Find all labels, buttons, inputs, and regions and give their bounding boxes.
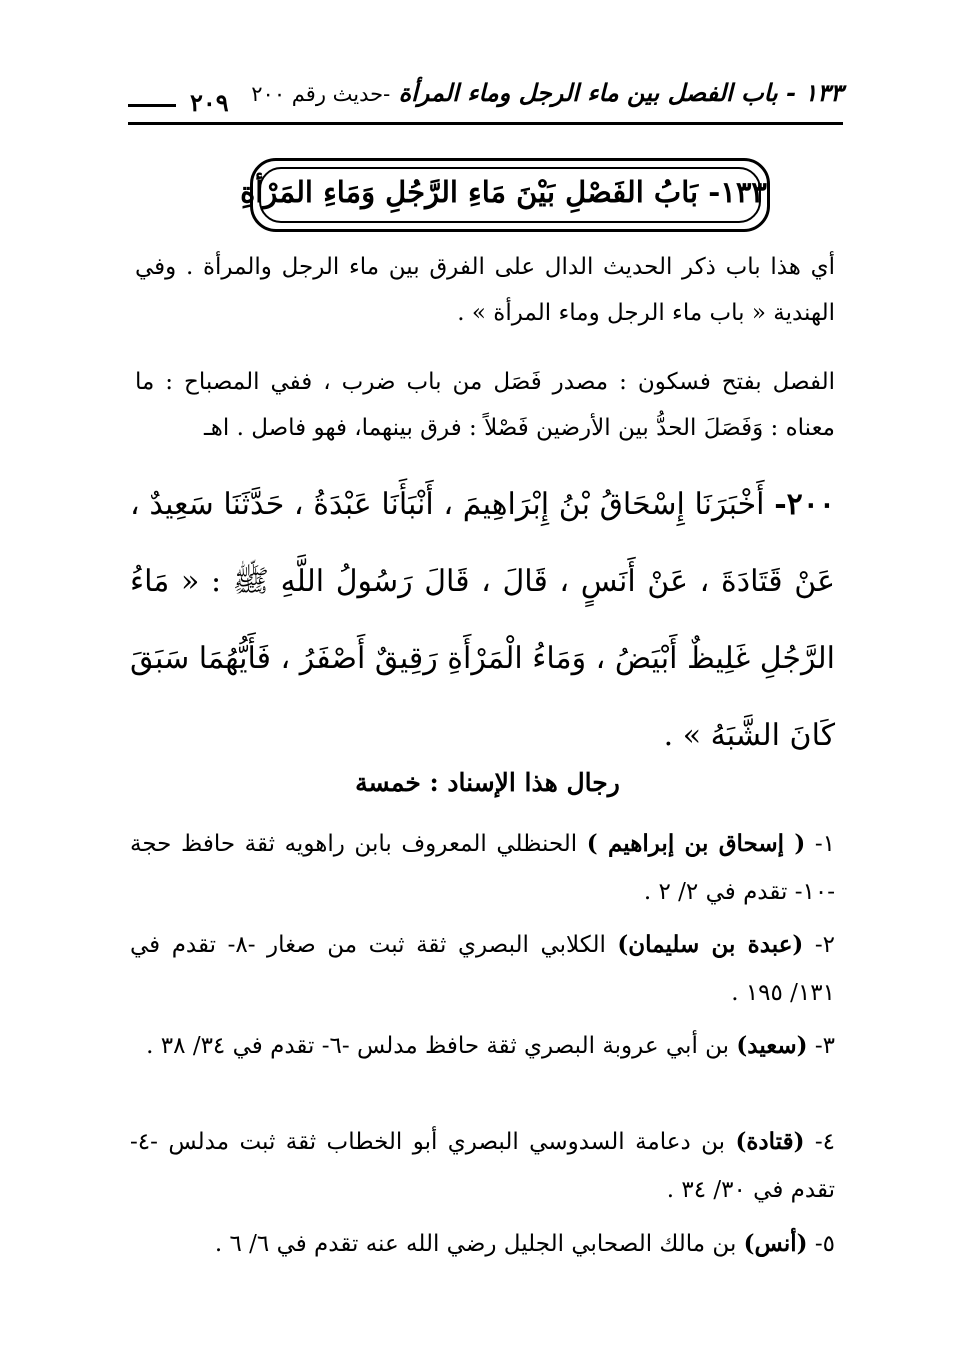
narrator-item xyxy=(130,921,835,1017)
narrator-item xyxy=(130,1118,835,1214)
narrator-details: الحنظلي المعروف بابن راهويه ثقة حافظ حجة -١٠- تقدم في ٢/ ٢ . xyxy=(130,831,835,905)
narrator-name: (قتادة) xyxy=(735,1128,805,1155)
narrator-number: ٢- xyxy=(803,932,835,958)
chapter-title-frame xyxy=(240,158,770,232)
narrators-heading: رجال هذا الإسناد : خمسة xyxy=(355,768,620,797)
narrator-item xyxy=(130,1220,835,1268)
narrator-name: (عبدة بن سليمان) xyxy=(617,931,804,958)
intro-paragraph-2: الفصل بفتح فسكون : مصدر فَصَل من باب ضرب ، ففي المصباح : ما معناه : وَفَصَلَ الحدُّ بين الأرضين فَصْلاً : فرق بينهما، فهو فاصل . اهـ xyxy=(135,369,835,441)
page-number-rule xyxy=(128,104,176,107)
page-number: ٢٠٩ xyxy=(180,88,239,117)
hadith-number: ٢٠٠- xyxy=(774,487,835,522)
narrator-details: بن أبي عروبة البصري ثقة حافظ مدلس -٦- تقدم في ٣٤/ ٣٨ . xyxy=(146,1033,737,1059)
narrator-number: ٥- xyxy=(807,1231,835,1257)
hadith-body: أَخْبَرَنَا إِسْحَاقُ بْنُ إِبْرَاهِيمَ ، أَنْبَأَنَا عَبْدَةُ ، حَدَّثَنَا سَعِيدٌ ، عَنْ قَتَادَةَ ، عَنْ أَنَسٍ ، قَالَ ، قَالَ رَسُولُ اللَّهِ ﷺ : « مَاءُ الرَّجُلِ غَلِيظٌ أَبْيَضُ ، وَمَاءُ الْمَرْأَةِ رَقِيقٌ أَصْفَرُ ، فَأَيُّهُمَا سَبَقَ كَانَ الشَّبَهُ » . xyxy=(130,487,835,753)
narrator-details: بن دعامة السدوسي البصري أبو الخطاب ثقة ثبت مدلس -٤- تقدم في ٣٠/ ٣٤ . xyxy=(130,1129,835,1203)
narrator-details: بن مالك الصحابي الجليل رضي الله عنه تقدم في ٦/ ٦ . xyxy=(214,1231,744,1257)
narrator-name: (سعيد) xyxy=(736,1032,808,1059)
narrator-name: ( إسحاق بن إبراهيم ) xyxy=(586,830,806,857)
narrator-number: ٣- xyxy=(807,1033,835,1059)
intro-paragraph-1: أي هذا باب ذكر الحديث الدال على الفرق بين ماء الرجل والمرأة . وفي الهندية « باب ماء الرجل وماء المرأة » . xyxy=(135,254,835,326)
running-header-hadith-ref: -حديث رقم ٢٠٠ xyxy=(251,82,391,106)
hadith-text xyxy=(130,466,835,774)
narrator-number: ٤- xyxy=(804,1129,835,1155)
narrator-number: ١- xyxy=(805,831,835,857)
running-header-title xyxy=(251,78,843,107)
narrator-item xyxy=(130,820,835,916)
running-header-chapter: ١٣٣ - باب الفصل بين ماء الرجل وماء المرأة xyxy=(398,78,843,107)
running-header xyxy=(128,78,843,125)
narrator-details: الكلابي البصري ثقة ثبت من صغار -٨- تقدم في ١٣١/ ١٩٥ . xyxy=(130,932,835,1006)
chapter-title: ١٣٣- بَابُ الفَصْلِ بَيْنَ مَاءِ الرَّجُلِ وَمَاءِ المَرْأةِ xyxy=(240,175,767,209)
narrator-item xyxy=(130,1022,835,1070)
narrator-name: (أنس) xyxy=(743,1230,808,1257)
